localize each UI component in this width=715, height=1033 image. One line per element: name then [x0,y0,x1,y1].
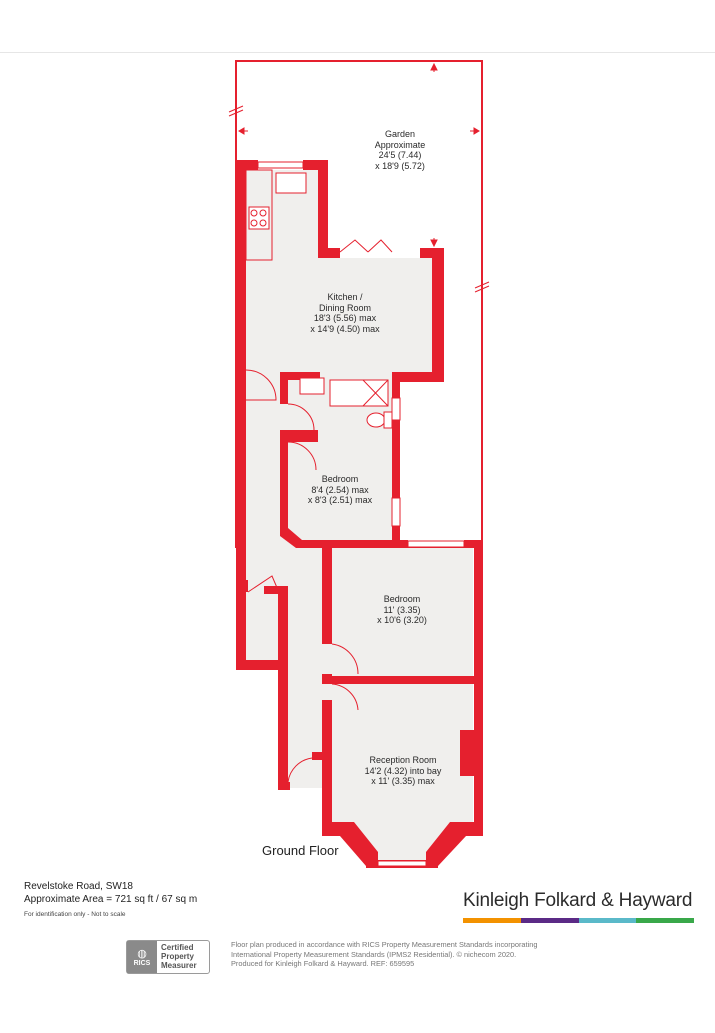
rics-logo-icon: ◍ RICS [127,941,157,973]
brand-color-bar [463,918,694,923]
brand-bar-purple [521,918,579,923]
room-label-bedroom-2: Bedroom 11' (3.35) x 10'6 (3.20) [377,594,427,625]
brand-bar-green [636,918,694,923]
brand-name: Kinleigh Folkard & Hayward [463,890,693,911]
brand-bar-orange [463,918,521,923]
brand-bar-teal [579,918,637,923]
rics-badge [126,940,210,974]
room-label-reception: Reception Room 14'2 (4.32) into bay x 11' (3.35) max [364,755,442,786]
room-label-garden: Garden Approximate 24'5 (7.44) x 18'9 (5.72) [374,129,426,171]
address-street: Revelstoke Road, SW18 [24,881,133,892]
address-block [24,880,197,921]
address-note: For identification only - Not to scale [24,911,126,918]
address-area: Approximate Area = 721 sq ft / 67 sq m [24,894,198,905]
room-label-bedroom-1: Bedroom 8'4 (2.54) max x 8'3 (2.51) max [307,474,373,505]
footnote: Floor plan produced in accordance with RICS Property Measurement Standards incorporating International Property Measurement Standards (IPMS2 Residential). © nichecom 2020. Produced for Kinleigh Folkard & Hayward. REF: 659595 [231,940,538,968]
room-label-kitchen: Kitchen / Dining Room 18'3 (5.56) max x 14'9 (4.50) max [310,292,380,334]
floor-label: Ground Floor [262,843,339,858]
rics-text: Certified Property Measurer [161,943,197,970]
